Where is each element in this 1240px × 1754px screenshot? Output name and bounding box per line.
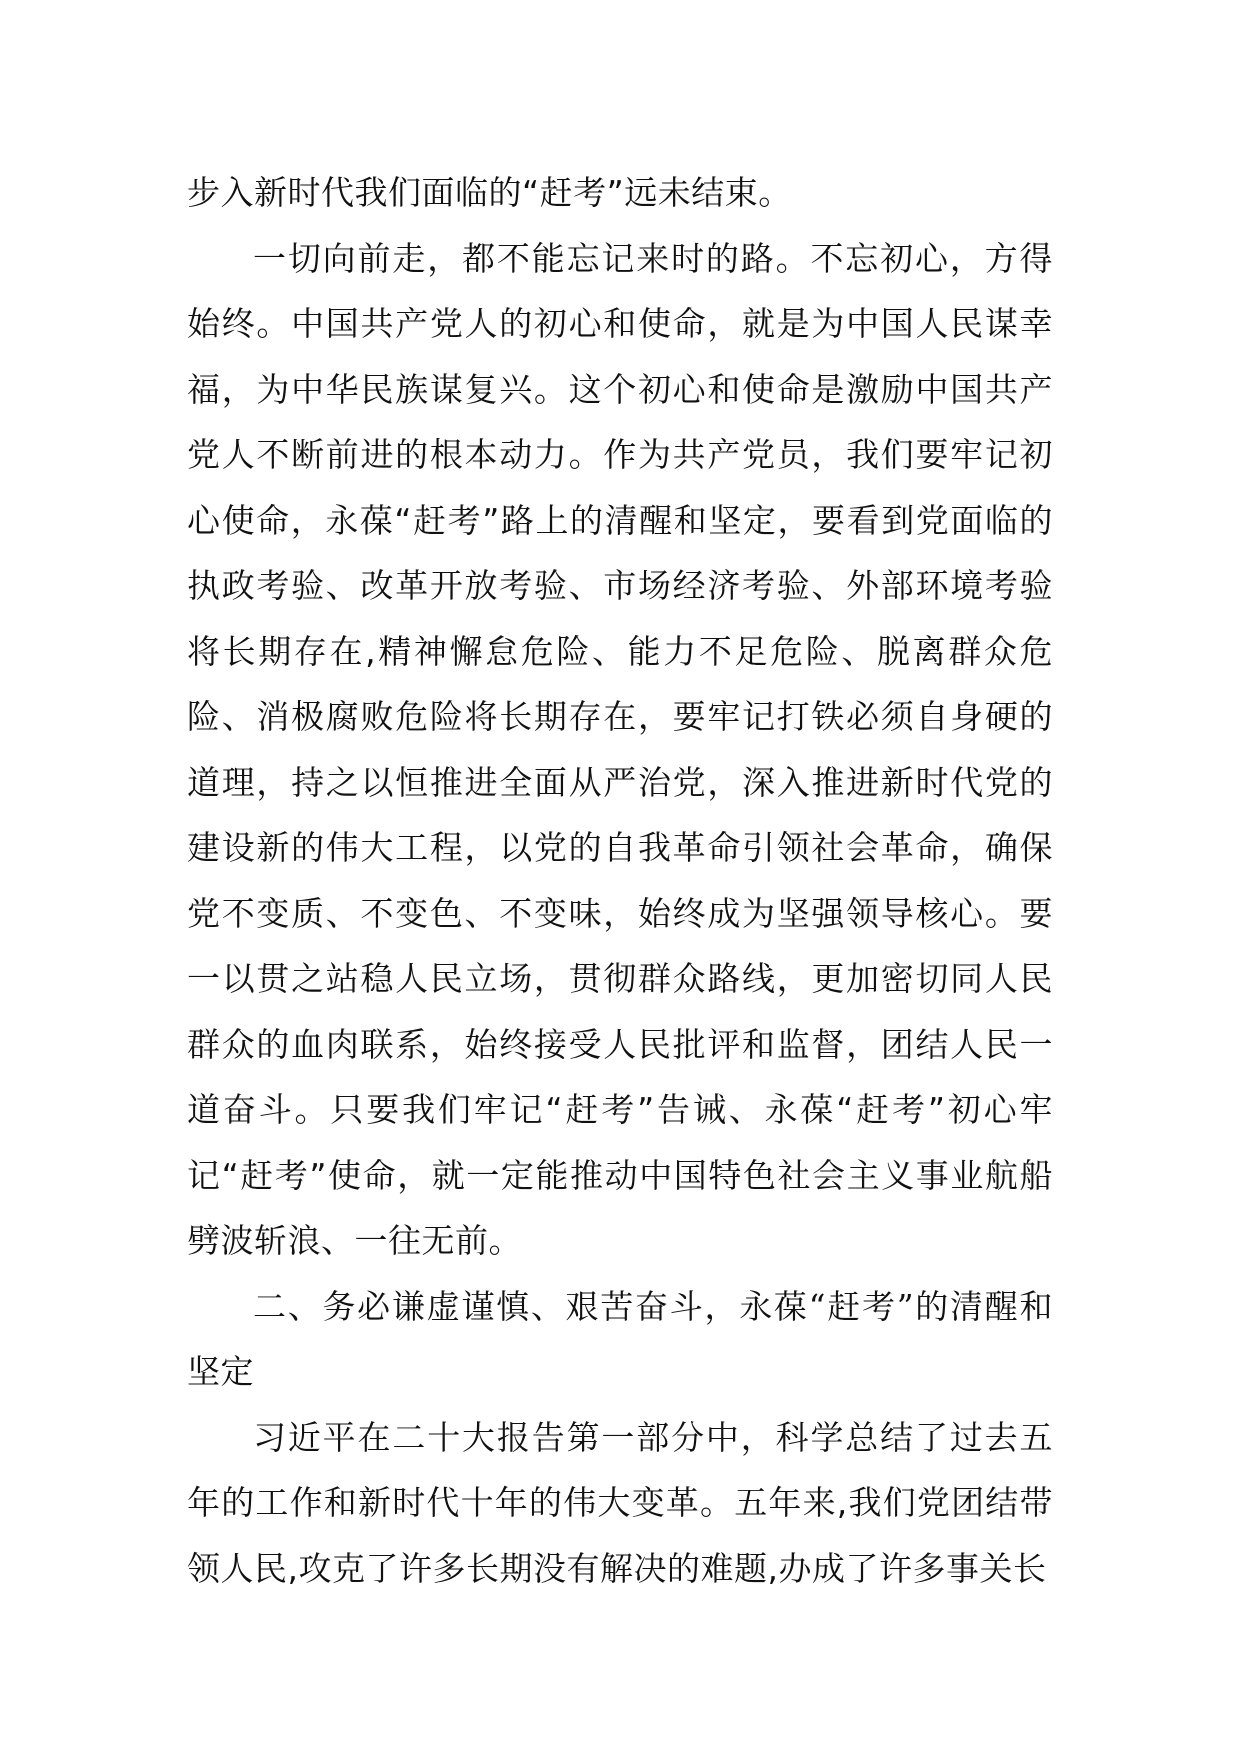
paragraph-continuation: 步入新时代我们面临的“赶考”远未结束。 [187,173,792,212]
document-page [187,160,1053,1601]
paragraph-original-aspiration: 一切向前走，都不能忘记来时的路。不忘初心，方得始终。中国共产党人的初心和使命，就是为中国人民谋幸福，为中华民族谋复兴。这个初心和使命是激励中国共产党人不断前进的根本动力。作为共产党员，我们要牢记初心使命，永葆“赶考”路上的清醒和坚定，要看到党面临的执政考验、改革开放考验、市场经济考验、外部环境考验将长期存在,精神懈怠危险、能力不足危险、脱离群众危险、消极腐败危险将长期存在，要牢记打铁必须自身硬的道理，持之以恒推进全面从严治党，深入推进新时代党的建设新的伟大工程，以党的自我革命引领社会革命，确保党不变质、不变色、不变味，始终成为坚强领导核心。要一以贯之站稳人民立场，贯彻群众路线，更加密切同人民群众的血肉联系，始终接受人民批评和监督，团结人民一道奋斗。只要我们牢记“赶考”告诫、永葆“赶考”初心牢记“赶考”使命，就一定能推动中国特色社会主义事业航船劈波斩浪、一往无前。 [187,238,1053,1260]
paragraph-report-summary: 习近平在二十大报告第一部分中，科学总结了过去五年的工作和新时代十年的伟大变革。五年来,我们党团结带领人民,攻克了许多长期没有解决的难题,办成了许多事关长 [187,1417,1053,1588]
section-heading-two: 二、务必谦虚谨慎、艰苦奋斗，永葆“赶考”的清醒和坚定 [187,1286,1053,1391]
